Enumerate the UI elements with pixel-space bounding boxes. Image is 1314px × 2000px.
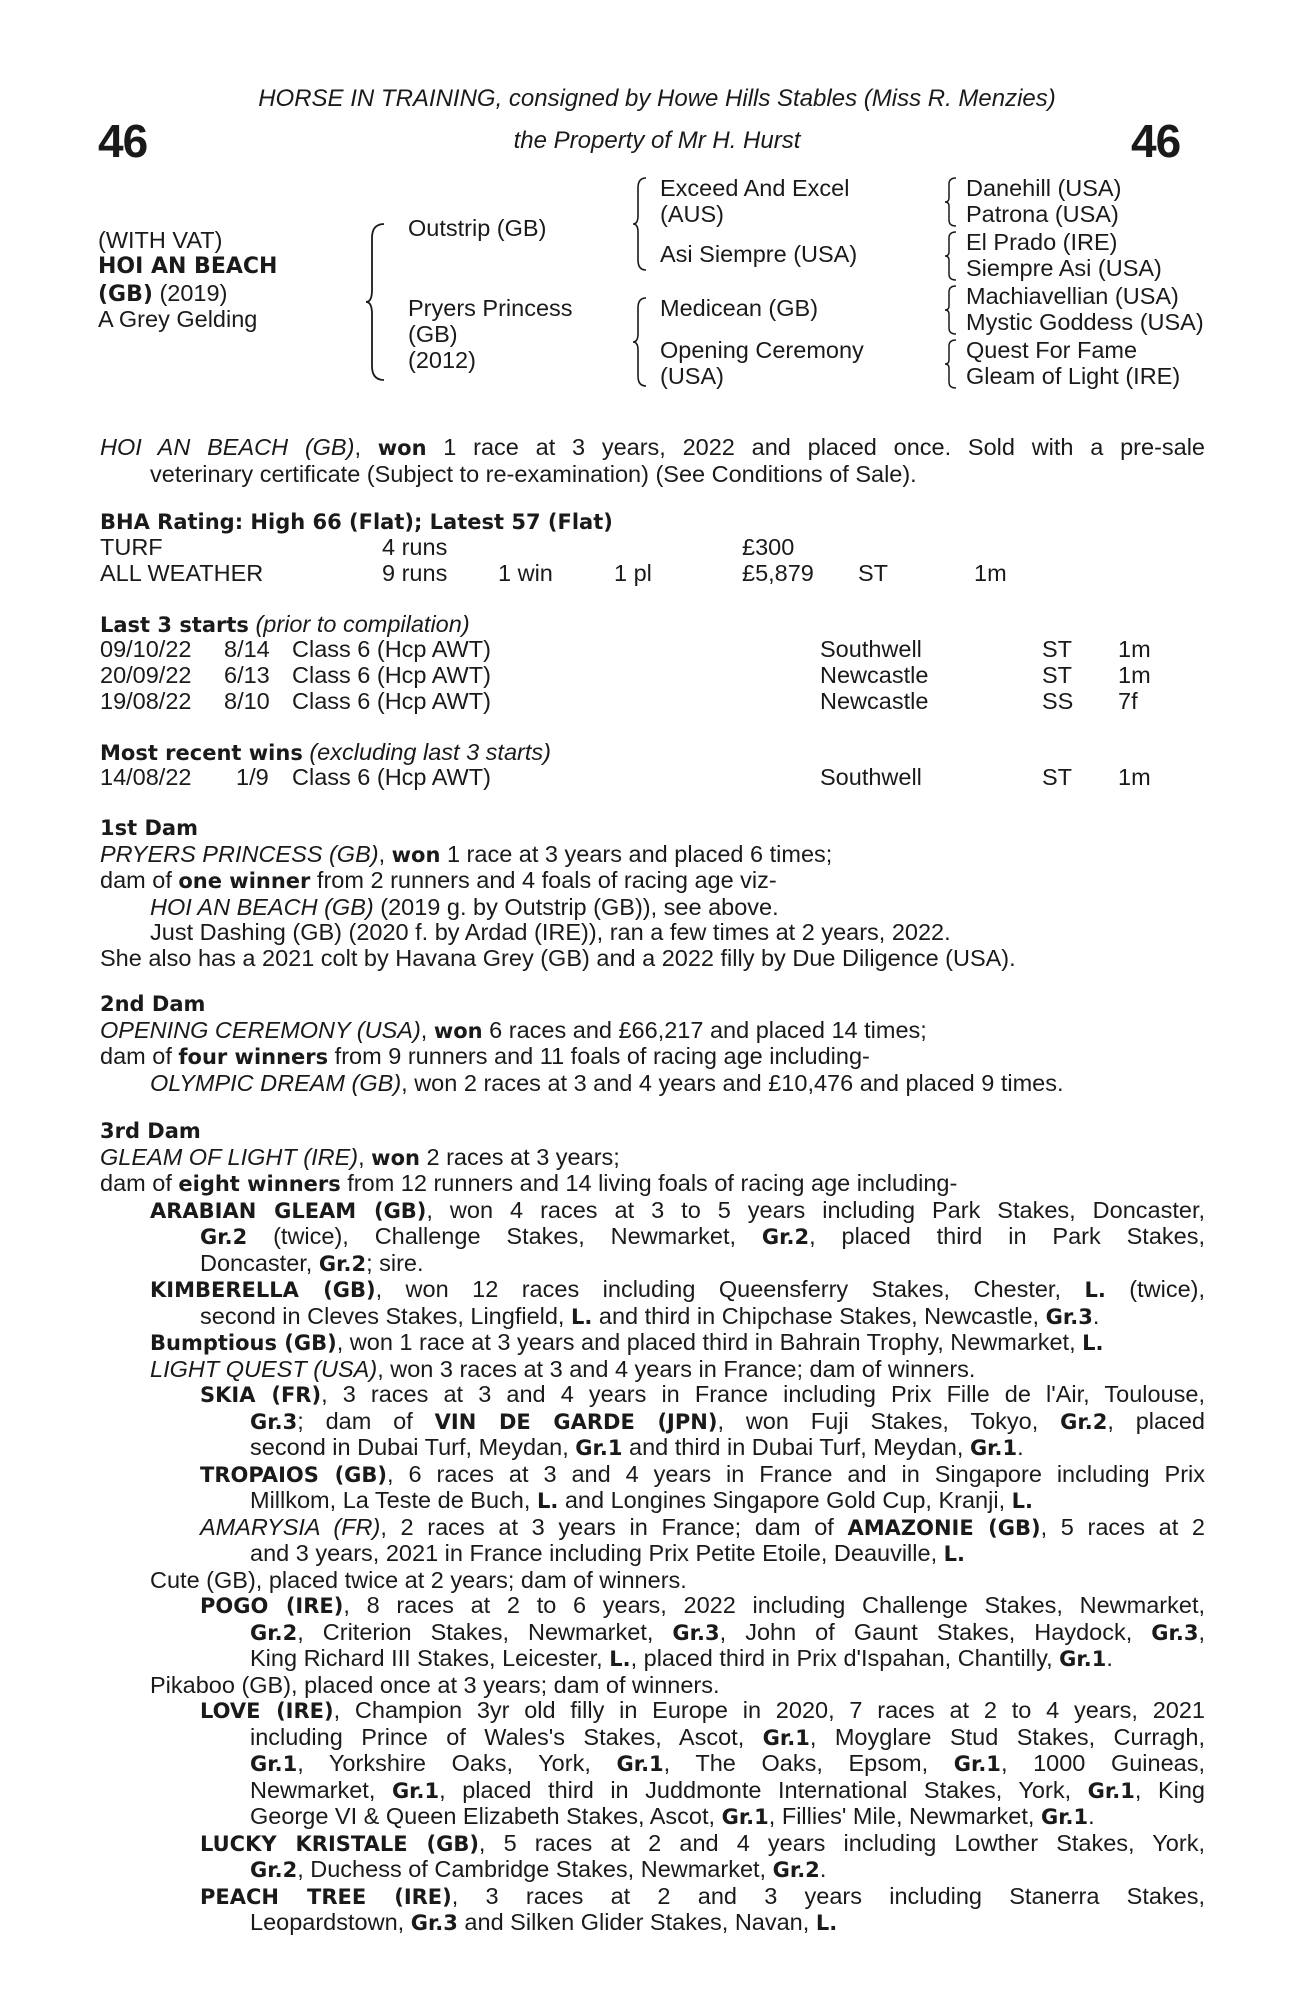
text: (twice), Challenge Stakes, Newmarket, [247,1223,762,1249]
amarysia-line2 [100,1541,1205,1568]
rating-runs: 9 runs [382,560,448,586]
race-position: 1/9 [236,764,269,790]
grade: Gr.2 [200,1225,248,1249]
pogo-line3 [100,1646,1205,1673]
first-dam-line4: Just Dashing (GB) (2020 f. by Ardad (IRE)), ran a few times at 2 years, 2022. [150,919,951,945]
text: (twice), [1105,1276,1206,1302]
cute-line: Cute (GB), placed twice at 2 years; dam of winners. [150,1566,687,1593]
rating-heading: BHA Rating: High 66 (Flat); Latest 57 (Flat) [100,510,613,534]
produce-name: AMAZONIE (GB) [847,1515,1041,1540]
text: . [1106,1645,1113,1671]
grade: Gr.3 [1045,1304,1093,1329]
second-dam-line1: OPENING CEREMONY (USA), won 6 races and £66,217 and placed 14 times; [100,1016,927,1043]
won-label: won [371,1145,420,1170]
race-going: SS [1042,688,1074,714]
winner-count: eight winners [178,1172,341,1196]
horse-year: (2019) [152,280,228,306]
tropaios-line2 [100,1488,1205,1515]
grade: Gr.1 [575,1436,623,1460]
love-line2 [100,1725,1205,1752]
text: , 1000 Guineas, [1000,1750,1206,1776]
grade: Gr.1 [762,1725,810,1750]
race-date: 19/08/22 [100,688,192,714]
text: , won 4 races at 3 to 5 years including Park Stakes, Doncaster, [426,1196,1205,1223]
won-label: won [433,1018,483,1043]
text: and Silken Glider Stakes, Navan, [457,1909,816,1935]
summary-line1 [100,435,1205,462]
pikaboo-line: Pikaboo (GB), placed once at 3 years; dam of winners. [150,1671,720,1698]
text: ; dam of [297,1407,435,1434]
race-date: 09/10/22 [100,636,192,662]
race-date: 14/08/22 [100,764,192,790]
brace-g4-3 [944,284,958,336]
text: George VI & Queen Elizabeth Stakes, Ascot, [250,1803,722,1829]
text: King Richard III Stakes, Leicester, [250,1645,610,1671]
grade: L. [609,1647,631,1671]
race-course: Newcastle [820,688,929,714]
sire: Outstrip (GB) [408,215,547,241]
g4-ancestor: Siempre Asi (USA) [966,255,1162,281]
arabian-gleam-line1 [100,1198,1205,1225]
lot-number-right: 46 [1131,115,1181,167]
grade: Gr.1 [1059,1647,1107,1671]
summary-rest: 1 race at 3 years, 2022 and placed once. Sold with a pre-sale [426,434,1206,460]
love-line4 [100,1778,1205,1805]
brace-sire-dam [364,222,388,382]
skia-line2 [100,1409,1205,1436]
g4-ancestor: Machiavellian (USA) [966,283,1179,309]
grade: Gr.1 [250,1752,298,1776]
race-going: ST [1042,636,1073,662]
text: , won Fuji Stakes, Tokyo, [717,1407,1061,1434]
g4-ancestor: Patrona (USA) [966,201,1119,227]
text: , [1198,1618,1206,1645]
text: 6 races and £66,217 and placed 14 times; [482,1016,927,1043]
text: . [1092,1302,1100,1329]
race-class: Class 6 (Hcp AWT) [292,636,491,662]
race-going: ST [1042,662,1073,688]
text: (2019 g. by Outstrip (GB)), see above. [373,893,779,920]
race-position: 8/10 [224,688,270,714]
grade: Gr.1 [953,1752,1001,1776]
produce-name: AMARYSIA (FR) [200,1513,381,1540]
text: , 8 races at 2 to 6 years, 2022 including Challenge Stakes, Newmarket, [343,1592,1205,1618]
vat-label: (WITH VAT) [98,227,223,253]
rating-wins: 1 win [498,560,553,586]
arabian-gleam-line2 [100,1224,1205,1251]
produce-name: PEACH TREE (IRE) [200,1884,452,1909]
first-dam-name: PRYERS PRINCESS (GB) [100,840,379,867]
text: , placed third in Prix d'Ispahan, Chantilly, [630,1645,1060,1671]
summary-horse-name: HOI AN BEACH (GB) [100,434,355,460]
second-dam-heading: 2nd Dam [100,992,206,1016]
text: Doncaster, [200,1249,319,1276]
lucky-kristale-line2 [100,1857,1205,1884]
property-line: the Property of Mr H. Hurst [513,127,801,154]
text: , placed [1107,1407,1205,1434]
produce-name: Bumptious (GB) [150,1331,337,1355]
bumptious-line [100,1330,1205,1357]
grade: Gr.1 [721,1805,769,1829]
dam-sire: Medicean (GB) [660,295,819,321]
grade: Gr.3 [250,1409,298,1434]
horse-country: (GB) [98,282,153,307]
text: . [819,1856,827,1882]
dam-line1: Pryers Princess [408,295,573,321]
produce-name: SKIA (FR) [200,1383,322,1407]
pogo-line1 [100,1593,1205,1620]
third-dam-name: GLEAM OF LIGHT (IRE) [100,1143,359,1170]
grade: Gr.2 [761,1225,810,1249]
second-dam-line2 [100,1044,1205,1071]
grade: L. [943,1542,965,1566]
g4-ancestor: Mystic Goddess (USA) [966,309,1204,335]
race-distance: 1m [1118,662,1151,688]
recent-heading-line [100,740,551,767]
text: , The Oaks, Epsom, [663,1750,954,1776]
race-course: Southwell [820,636,922,662]
text: second in Cleves Stakes, Lingfield, [200,1302,571,1329]
text: from 12 runners and 14 living foals of racing age including- [340,1170,958,1196]
grade: Gr.1 [391,1778,440,1803]
grade: Gr.3 [1151,1620,1199,1645]
arabian-gleam-line3 [100,1251,1205,1278]
third-dam-line2 [100,1171,1205,1198]
rating-prize: £5,879 [742,560,814,586]
g4-ancestor: Quest For Fame [966,337,1138,363]
produce-name: POGO (IRE) [200,1594,344,1618]
grade: L. [1011,1489,1033,1513]
amarysia-line1 [100,1515,1205,1542]
text: , 2 races at 3 years in France; dam of [380,1513,848,1540]
race-distance: 7f [1118,688,1138,714]
dam-line2: (GB) [408,321,458,347]
peach-tree-line2 [100,1910,1205,1937]
text: , Yorkshire Oaks, York, [297,1750,617,1776]
text: , 5 races at 2 [1040,1513,1206,1540]
sire-sire-2: (AUS) [660,201,724,227]
winner-count: four winners [178,1045,329,1069]
text: , won 3 races at 3 and 4 years in France; dam of winners. [377,1355,976,1382]
rating-surface: ALL WEATHER [100,560,264,586]
summary-comma: , [354,434,378,460]
text: Newmarket, [250,1776,392,1803]
produce-name: KIMBERELLA (GB) [150,1278,376,1302]
third-dam-heading: 3rd Dam [100,1119,201,1143]
text: , placed third in Park Stakes, [809,1223,1205,1249]
consignment-line: HORSE IN TRAINING, consigned by Howe Hills Stables (Miss R. Menzies) [258,85,1056,112]
text: Millkom, La Teste de Buch, [250,1487,537,1513]
grade: Gr.1 [1040,1805,1089,1829]
grade: Gr.2 [1060,1409,1108,1434]
last3-note: (prior to compilation) [248,611,470,637]
text: ; sire. [366,1249,424,1276]
grade: L. [1082,1331,1104,1355]
horse-description: A Grey Gelding [98,306,258,332]
text: , won 2 races at 3 and 4 years and £10,476 and placed 9 times. [401,1069,1064,1096]
text: , 3 races at 2 and 3 years including Stanerra Stakes, [451,1882,1206,1909]
first-dam-line3 [100,895,1205,921]
first-dam-line1: PRYERS PRINCESS (GB), won 1 race at 3 years and placed 6 times; [100,840,833,867]
brace-g4-2 [944,230,958,282]
race-class: Class 6 (Hcp AWT) [292,764,491,790]
text: dam of [100,1170,179,1196]
race-position: 6/13 [224,662,270,688]
rating-surface: TURF [100,534,163,560]
third-dam-line1: GLEAM OF LIGHT (IRE), won 2 races at 3 years; [100,1143,620,1170]
text: including Prince of Wales's Stakes, Ascot, [250,1723,763,1750]
last3-heading-line [100,612,470,639]
rating-prize: £300 [742,534,795,560]
race-distance: 1m [1118,636,1151,662]
race-position: 8/14 [224,636,270,662]
text: and third in Dubai Turf, Meydan, [622,1434,970,1460]
text: , won 1 race at 3 years and placed third in Bahrain Trophy, Newmarket, [336,1329,1083,1355]
brace-sire-parents [632,176,650,272]
summary-won: won [377,436,427,460]
third-dam-section [100,1119,1205,1937]
won-label: won [391,842,441,867]
text: and third in Chipchase Stakes, Newcastle, [592,1302,1046,1329]
pogo-line2 [100,1620,1205,1647]
text: , Moyglare Stud Stakes, Curragh, [809,1723,1205,1750]
dam-line3: (2012) [408,347,476,373]
text: from 9 runners and 11 foals of racing age including- [328,1043,870,1069]
grade: L. [571,1304,593,1329]
race-class: Class 6 (Hcp AWT) [292,688,491,714]
text: from 2 runners and 4 foals of racing age viz- [310,867,777,893]
text: , won 12 races including Queensferry Stakes, Chester, [375,1276,1085,1302]
grade: Gr.3 [410,1911,458,1935]
summary-line2: veterinary certificate (Subject to re-examination) (See Conditions of Sale). [150,460,917,487]
text: . [1088,1803,1095,1829]
text: dam of [100,867,179,893]
dam-dam-1: Opening Ceremony [660,337,864,363]
kimberella-line1 [100,1277,1205,1304]
tropaios-line1 [100,1462,1205,1489]
peach-tree-line1 [100,1884,1205,1911]
grade: Gr.2 [772,1858,820,1882]
sire-dam: Asi Siempre (USA) [660,241,858,267]
text: dam of [100,1043,179,1069]
text: , 5 races at 2 and 4 years including Lowther Stakes, York, [478,1829,1205,1856]
race-class: Class 6 (Hcp AWT) [292,662,491,688]
lot-number-left: 46 [98,115,148,167]
text: , John of Gaunt Stakes, Haydock, [719,1618,1152,1645]
grade: Gr.2 [318,1251,367,1276]
recent-heading: Most recent wins [100,741,303,765]
rating-runs: 4 runs [382,534,448,560]
produce-name: LIGHT QUEST (USA) [150,1355,378,1382]
produce-name: ARABIAN GLEAM (GB) [150,1198,427,1223]
text: second in Dubai Turf, Meydan, [250,1434,576,1460]
race-going: ST [1042,764,1073,790]
text: , placed third in Juddmonte International Stakes, York, [439,1776,1088,1803]
grade: Gr.3 [672,1620,720,1645]
produce-name: LOVE (IRE) [200,1699,334,1723]
produce-name: VIN DE GARDE (JPN) [434,1409,718,1434]
text: , Criterion Stakes, Newmarket, [297,1618,673,1645]
brace-g4-1 [944,176,958,228]
first-dam-record: 1 race at 3 years and placed 6 times; [440,840,833,867]
race-course: Newcastle [820,662,929,688]
text: , King [1134,1776,1206,1803]
love-line1 [100,1698,1205,1725]
grade: Gr.1 [969,1436,1018,1460]
skia-line1 [100,1382,1205,1409]
grade: Gr.2 [250,1858,298,1882]
first-dam-heading: 1st Dam [100,816,198,840]
sire-sire-1: Exceed And Excel [660,175,850,201]
skia-line3 [100,1435,1205,1462]
grade: Gr.1 [616,1752,664,1776]
g4-ancestor: Danehill (USA) [966,175,1122,201]
g4-ancestor: El Prado (IRE) [966,229,1118,255]
dam-dam-2: (USA) [660,363,724,389]
winner-count: one winner [178,869,311,893]
text: . [1017,1434,1024,1460]
horse-origin-year [98,281,227,308]
second-dam-line3 [100,1071,1205,1097]
first-dam-line5: She also has a 2021 colt by Havana Grey (GB) and a 2022 filly by Due Diligence (USA). [100,944,1016,971]
grade: L. [536,1489,559,1513]
text: , Fillies' Mile, Newmarket, [768,1803,1041,1829]
second-dam-section [100,992,1205,1096]
text: , 6 races at 3 and 4 years in France and in Singapore including Prix [387,1460,1206,1487]
text: 2 races at 3 years; [419,1143,620,1170]
produce-name: OLYMPIC DREAM (GB) [150,1069,402,1096]
grade: Gr.1 [1087,1778,1135,1803]
text: , Champion 3yr old filly in Europe in 2020, 7 races at 2 to 4 years, 2021 [333,1697,1205,1723]
produce-name: TROPAIOS (GB) [200,1462,388,1487]
grade: Gr.2 [250,1620,298,1645]
race-distance: 1m [1118,764,1151,790]
produce-name: LUCKY KRISTALE (GB) [200,1831,479,1856]
summary-block [100,435,1205,487]
recent-note: (excluding last 3 starts) [302,739,551,765]
horse-name: HOI AN BEACH [98,254,278,279]
love-line5 [100,1804,1205,1831]
lucky-kristale-line1 [100,1831,1205,1858]
kimberella-line2 [100,1304,1205,1331]
brace-g4-4 [944,338,958,390]
brace-dam-parents [632,296,650,388]
rating-dist: 1m [974,560,1007,586]
race-date: 20/09/22 [100,662,192,688]
rating-going: ST [858,560,889,586]
second-dam-name: OPENING CEREMONY (USA) [100,1016,421,1043]
race-course: Southwell [820,764,922,790]
grade: L. [815,1911,838,1935]
text: , Duchess of Cambridge Stakes, Newmarket, [297,1856,773,1882]
g4-ancestor: Gleam of Light (IRE) [966,363,1181,389]
rating-placed: 1 pl [614,560,652,586]
first-dam-section [100,816,1205,971]
text: and Longines Singapore Gold Cup, Kranji, [558,1487,1012,1513]
light-quest-line [100,1357,1205,1383]
text: Leopardstown, [250,1909,411,1935]
love-line3 [100,1751,1205,1778]
grade: L. [1084,1278,1106,1302]
produce-name: HOI AN BEACH (GB) [150,893,374,920]
last3-heading: Last 3 starts [100,613,249,637]
text: and 3 years, 2021 in France including Prix Petite Etoile, Deauville, [250,1540,944,1566]
first-dam-line2 [100,868,1205,895]
text: , 3 races at 3 and 4 years in France including Prix Fille de l'Air, Toulouse, [321,1381,1205,1407]
